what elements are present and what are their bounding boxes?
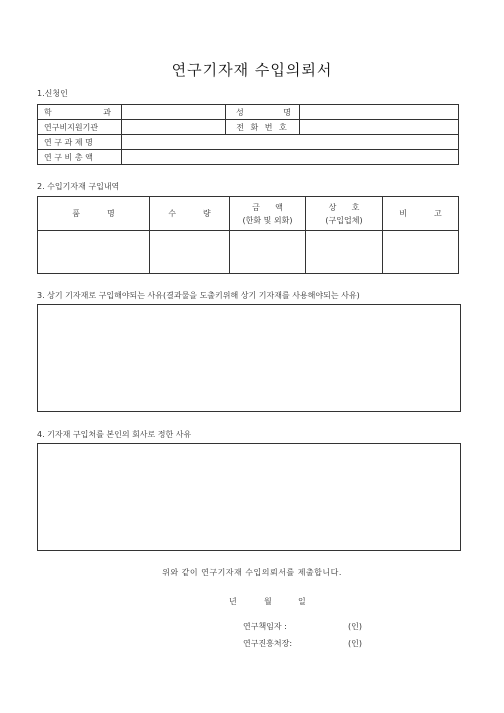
applicant-table <box>37 104 459 165</box>
document-title: 연구기자재 수입의뢰서 <box>171 61 333 79</box>
header-quantity-part1: 수 <box>168 209 176 218</box>
header-amount <box>230 197 306 231</box>
header-remarks <box>383 197 459 231</box>
name-label-cell <box>226 105 300 120</box>
submission-statement: 위와 같이 연구기자재 수입의뢰서를 제출합니다. <box>162 568 342 577</box>
table-row <box>38 120 459 135</box>
amount-cell[interactable] <box>230 231 306 274</box>
date-day: 일 <box>298 597 306 606</box>
dept-label-part1: 학 <box>44 107 52 117</box>
header-item-name-part2: 명 <box>107 209 115 218</box>
project-name-label: 연 구 과 제 명 <box>38 135 122 150</box>
remarks-cell[interactable] <box>383 231 459 274</box>
company-cell[interactable] <box>306 231 383 274</box>
total-budget-label: 연 구 비 총 액 <box>38 150 122 165</box>
name-label-part2: 명 <box>283 107 291 117</box>
principal-investigator-seal: (인) <box>348 622 362 631</box>
research-director-label: 연구진흥처장: <box>243 639 293 648</box>
header-company-line1: 상 호 <box>328 202 360 212</box>
date-month: 월 <box>264 597 272 606</box>
quantity-cell[interactable] <box>150 231 230 274</box>
total-budget-value-cell[interactable] <box>122 150 459 165</box>
table-row <box>38 150 459 165</box>
header-item-name <box>38 197 150 231</box>
header-quantity-part2: 량 <box>203 209 211 218</box>
section1-label: 1.신청인 <box>37 89 68 98</box>
reason-textbox[interactable] <box>37 304 461 412</box>
header-amount-line1: 금 액 <box>252 202 283 212</box>
header-quantity <box>150 197 230 231</box>
item-name-cell[interactable] <box>38 231 150 274</box>
funding-agency-value-cell[interactable] <box>122 120 226 135</box>
header-remarks-part2: 고 <box>434 209 442 218</box>
name-label-part1: 성 <box>236 107 244 117</box>
header-company-line2: (구입업체) <box>325 215 363 225</box>
principal-investigator-label: 연구책임자 : <box>243 622 287 631</box>
section3-label: 3. 상기 기자재로 구입해야되는 사유(결과물을 도출키위해 상기 기자재를 사용해야되는 사유) <box>37 291 360 300</box>
section2-label: 2. 수입기자재 구입내역 <box>37 182 120 191</box>
name-value-cell[interactable] <box>300 105 459 120</box>
table-row <box>38 231 459 274</box>
table-row <box>38 135 459 150</box>
section4-label: 4. 기자재 구입처를 본인의 회사로 정한 사유 <box>37 430 192 439</box>
research-director-seal: (인) <box>348 639 362 648</box>
table-row <box>38 105 459 120</box>
vendor-reason-textbox[interactable] <box>37 443 461 551</box>
purchase-details-table <box>37 196 459 274</box>
project-name-value-cell[interactable] <box>122 135 459 150</box>
header-amount-line2: (한화 및 외화) <box>242 215 293 225</box>
dept-value-cell[interactable] <box>122 105 226 120</box>
header-item-name-part1: 품 <box>72 209 80 218</box>
header-company <box>306 197 383 231</box>
dept-label-part2: 과 <box>103 107 111 117</box>
dept-label-cell <box>38 105 122 120</box>
funding-agency-label: 연구비지원기관 <box>38 120 122 135</box>
phone-value-cell[interactable] <box>300 120 459 135</box>
date-year: 년 <box>229 597 237 606</box>
phone-label: 전 화 번 호 <box>226 120 300 135</box>
header-remarks-part1: 비 <box>399 209 407 218</box>
table-header-row <box>38 197 459 231</box>
